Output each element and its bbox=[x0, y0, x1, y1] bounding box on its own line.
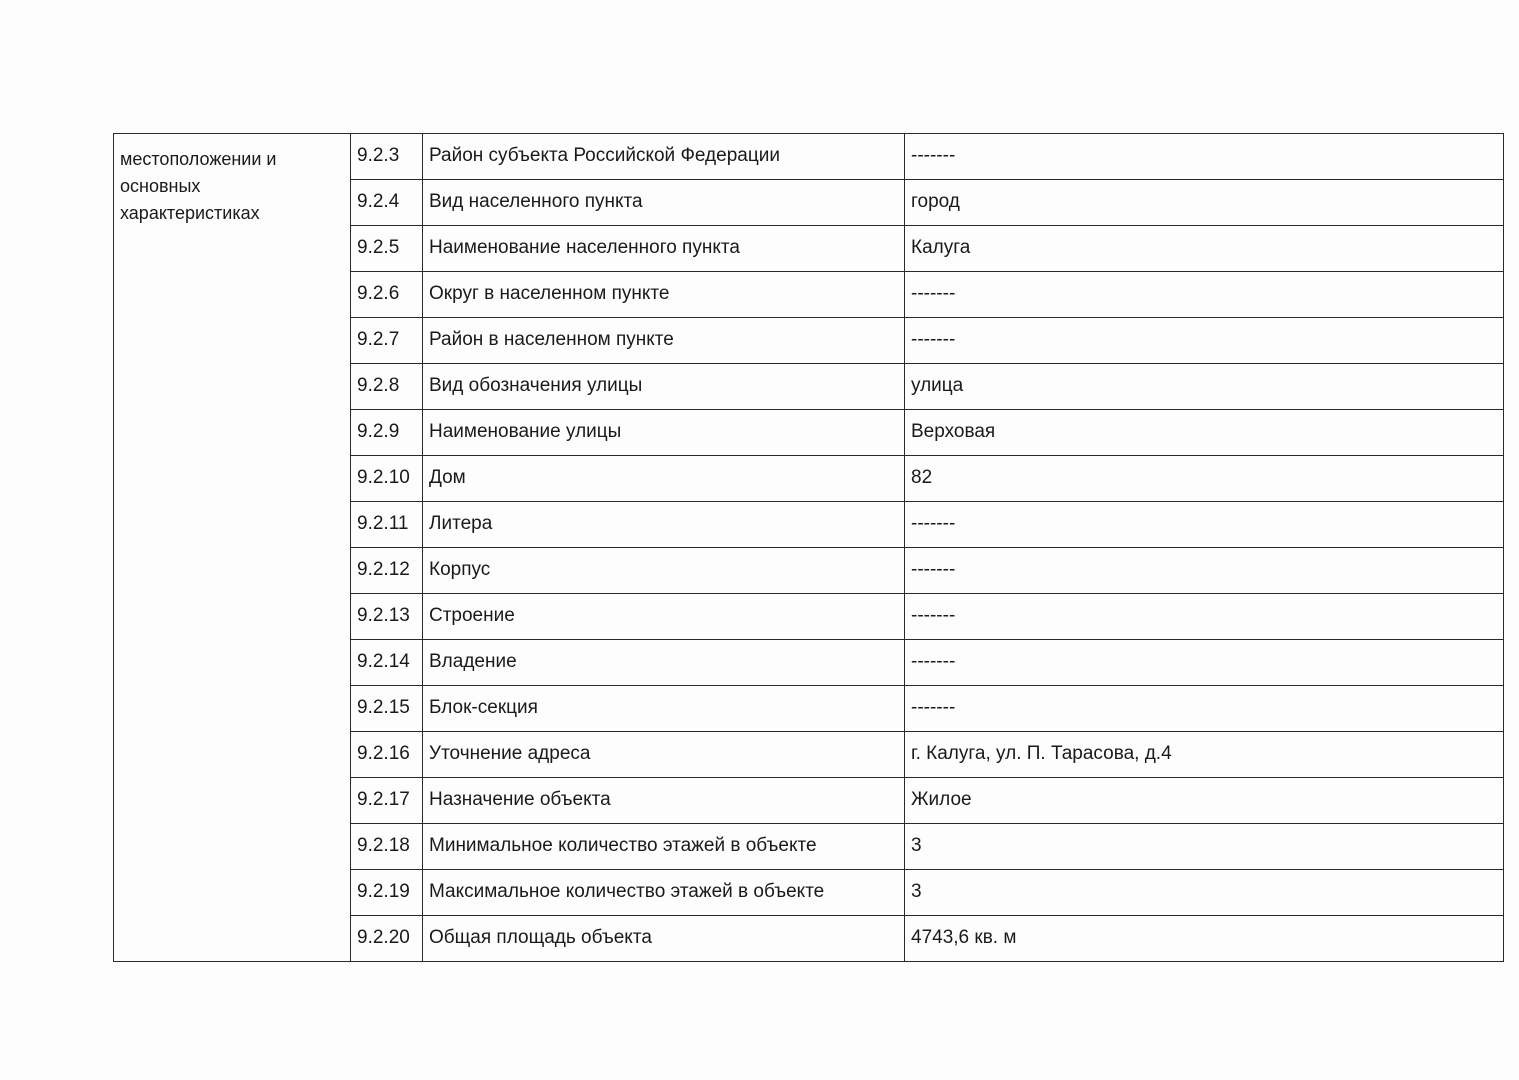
row-label: Блок-секция bbox=[423, 686, 905, 732]
row-label: Дом bbox=[423, 456, 905, 502]
section-label-line: характеристиках bbox=[120, 203, 260, 223]
row-value: ------- bbox=[905, 548, 1504, 594]
row-label: Общая площадь объекта bbox=[423, 916, 905, 962]
row-number: 9.2.9 bbox=[351, 410, 423, 456]
row-value: Верховая bbox=[905, 410, 1504, 456]
row-number: 9.2.18 bbox=[351, 824, 423, 870]
row-label: Корпус bbox=[423, 548, 905, 594]
row-number: 9.2.8 bbox=[351, 364, 423, 410]
row-number: 9.2.16 bbox=[351, 732, 423, 778]
row-label: Район в населенном пункте bbox=[423, 318, 905, 364]
row-label: Максимальное количество этажей в объекте bbox=[423, 870, 905, 916]
row-number: 9.2.7 bbox=[351, 318, 423, 364]
row-number: 9.2.15 bbox=[351, 686, 423, 732]
row-value: 3 bbox=[905, 870, 1504, 916]
row-value: 82 bbox=[905, 456, 1504, 502]
row-value: Калуга bbox=[905, 226, 1504, 272]
row-number: 9.2.3 bbox=[351, 134, 423, 180]
row-number: 9.2.14 bbox=[351, 640, 423, 686]
row-number: 9.2.19 bbox=[351, 870, 423, 916]
row-value: улица bbox=[905, 364, 1504, 410]
row-number: 9.2.20 bbox=[351, 916, 423, 962]
row-value: ------- bbox=[905, 640, 1504, 686]
row-label: Уточнение адреса bbox=[423, 732, 905, 778]
section-label-line: местоположении и bbox=[120, 149, 277, 169]
row-label: Наименование улицы bbox=[423, 410, 905, 456]
row-value: город bbox=[905, 180, 1504, 226]
row-value: ------- bbox=[905, 318, 1504, 364]
address-details-table bbox=[113, 133, 1504, 962]
row-value: ------- bbox=[905, 594, 1504, 640]
row-label: Округ в населенном пункте bbox=[423, 272, 905, 318]
row-number: 9.2.6 bbox=[351, 272, 423, 318]
row-label: Назначение объекта bbox=[423, 778, 905, 824]
row-label: Строение bbox=[423, 594, 905, 640]
row-label: Вид населенного пункта bbox=[423, 180, 905, 226]
row-number: 9.2.12 bbox=[351, 548, 423, 594]
row-value: ------- bbox=[905, 134, 1504, 180]
row-number: 9.2.5 bbox=[351, 226, 423, 272]
row-value: ------- bbox=[905, 686, 1504, 732]
row-label: Наименование населенного пункта bbox=[423, 226, 905, 272]
row-label: Владение bbox=[423, 640, 905, 686]
row-number: 9.2.4 bbox=[351, 180, 423, 226]
table-row bbox=[114, 134, 1504, 180]
row-value: ------- bbox=[905, 502, 1504, 548]
row-number: 9.2.13 bbox=[351, 594, 423, 640]
row-number: 9.2.11 bbox=[351, 502, 423, 548]
row-label: Литера bbox=[423, 502, 905, 548]
row-value: г. Калуга, ул. П. Тарасова, д.4 bbox=[905, 732, 1504, 778]
row-value: ------- bbox=[905, 272, 1504, 318]
section-label-cell bbox=[114, 134, 351, 962]
row-label: Район субъекта Российской Федерации bbox=[423, 134, 905, 180]
section-label-line: основных bbox=[120, 176, 201, 196]
row-value: Жилое bbox=[905, 778, 1504, 824]
row-value: 3 bbox=[905, 824, 1504, 870]
row-label: Минимальное количество этажей в объекте bbox=[423, 824, 905, 870]
row-number: 9.2.17 bbox=[351, 778, 423, 824]
row-label: Вид обозначения улицы bbox=[423, 364, 905, 410]
row-value: 4743,6 кв. м bbox=[905, 916, 1504, 962]
row-number: 9.2.10 bbox=[351, 456, 423, 502]
table-body bbox=[114, 134, 1504, 962]
